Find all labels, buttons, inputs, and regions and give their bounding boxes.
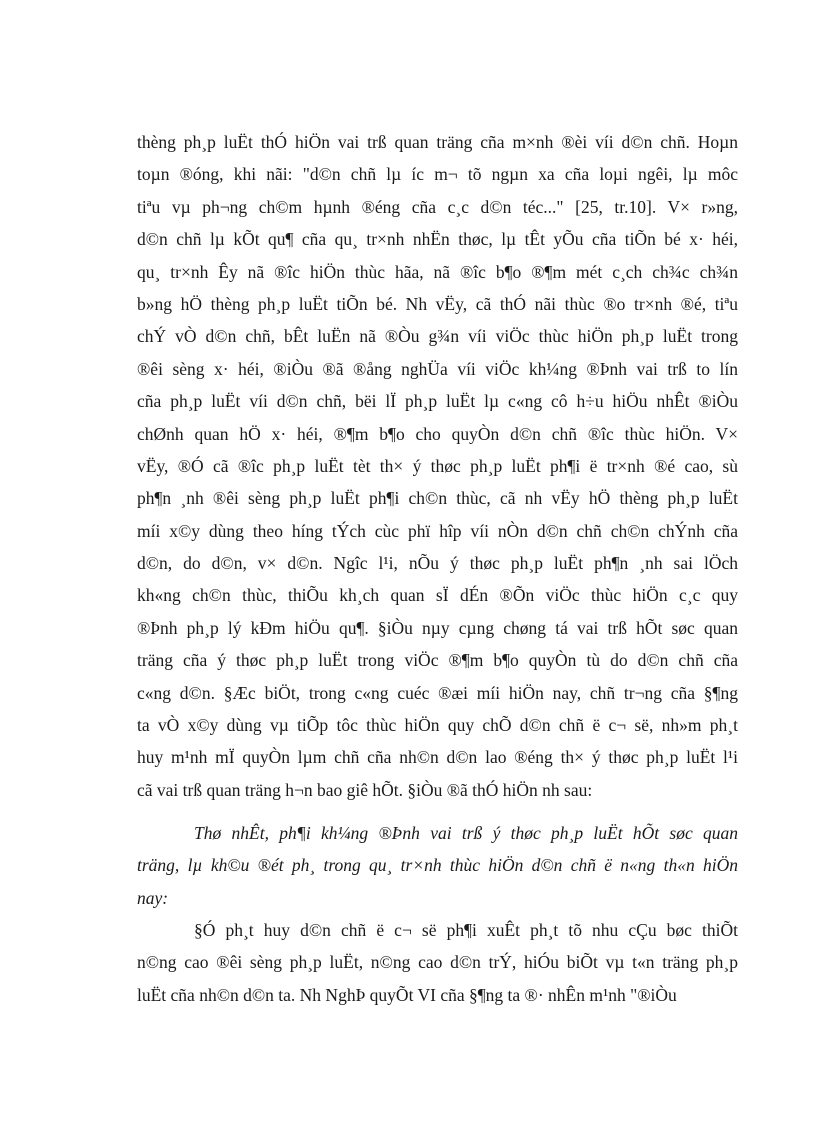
text-line: d©n chñ lµ kÕt qu¶ cña qu¸ tr×nh nhËn thøc, lµ tÊt yÕu cña tiÕn bé x· héi, [137,229,738,250]
paragraph-1 [137,126,738,806]
text-line: c«ng d©n. §Æc biÖt, trong c«ng cuéc ®æi míi hiÖn nay, chñ tr¬ng cña §¶ng [137,682,738,703]
text-line: toµn ®óng, khi nãi: "d©n chñ lµ íc m¬ tõ ngµn xa cña loµi ngêi, lµ môc [137,164,738,185]
text-line: Thø nhÊt, ph¶i kh¼ng ®Þnh vai trß ý thøc ph¸p luËt hÕt søc quan [194,823,738,843]
text-line: träng cña ý thøc ph¸p luËt trong viÖc ®¶m b¶o quyÒn tù do d©n chñ cña [137,650,738,671]
text-line: §Ó ph¸t huy d©n chñ ë c¬ së ph¶i xuÊt ph¸t tõ nhu cÇu bøc thiÕt [194,920,738,940]
text-line: ta vÒ x©y dùng vµ tiÕp tôc thùc hiÖn quy chÕ d©n chñ ë c¬ së, nh»m ph¸t [137,715,738,736]
text-line: n©ng cao ®êi sèng ph¸p luËt, n©ng cao d©n trÝ, hiÓu biÕt vµ t«n träng ph¸p [137,952,738,973]
text-line: míi x©y dùng theo híng tÝch cùc phï hîp víi nÒn d©n chñ ch©n chÝnh cña [137,520,738,541]
paragraph-2-italic-heading [137,817,738,914]
text-line: träng, lµ kh©u ®ét ph¸ trong qu¸ tr×nh thùc hiÖn d©n chñ ë n«ng th«n hiÖn [137,855,738,876]
text-line: qu¸ tr×nh Êy nã ®îc hiÖn thùc hãa, nã ®îc b¶o ®¶m mét c¸ch ch¾c ch¾n [137,261,738,282]
text-line: chØnh quan hÖ x· héi, ®¶m b¶o cho quyÒn d©n chñ ®îc thùc hiÖn. V× [137,423,738,444]
text-line: vËy, ®Ó cã ®îc ph¸p luËt tèt th× ý thøc ph¸p luËt ph¶i ë tr×nh ®é cao, sù [137,455,738,476]
text-line: ®êi sèng x· héi, ®iÒu ®ã ®ång nghÜa víi viÖc kh¼ng ®Þnh vai trß to lín [137,358,738,379]
text-line: ph¶n ¸nh ®êi sèng ph¸p luËt ph¶i ch©n thùc, cã nh vËy hÖ thèng ph¸p luËt [137,488,738,509]
text-line: cã vai trß quan träng h¬n bao giê hÕt. §iÒu ®ã thÓ hiÖn nh sau: [137,779,593,800]
text-line: d©n, do d©n, v× d©n. Ngîc l¹i, nÕu ý thøc ph¸p luËt ph¶n ¸nh sai lÖch [137,553,738,574]
text-line: huy m¹nh mÏ quyÒn lµm chñ cña nh©n d©n lao ®éng th× ý thøc ph¸p luËt l¹i [137,747,738,768]
text-line: nay: [137,887,169,908]
text-line: chÝ vÒ d©n chñ, bÊt luËn nã ®Òu g¾n víi viÖc thùc hiÖn ph¸p luËt trong [137,326,738,347]
text-line: b»ng hÖ thèng ph¸p luËt tiÕn bé. Nh vËy, cã thÓ nãi thùc ®o tr×nh ®é, tiªu [137,293,738,314]
text-line: tiªu vµ ph¬ng ch©m hµnh ®éng cña c¸c d©n téc..." [25, tr.10]. V× r»ng, [137,196,738,217]
text-line: ®Þnh ph¸p lý kÐm hiÖu qu¶. §iÒu nµy cµng chøng tá vai trß hÕt søc quan [137,617,738,638]
text-line: thèng ph¸p luËt thÓ hiÖn vai trß quan träng cña m×nh ®èi víi d©n chñ. Hoµn [137,132,738,152]
paragraph-3 [137,914,738,1011]
text-line: luËt cña nh©n d©n ta. Nh NghÞ quyÕt VI cña §¶ng ta ®· nhÊn m¹nh "®iÒu [137,984,677,1005]
text-line: cña ph¸p luËt víi d©n chñ, bëi lÏ ph¸p luËt lµ c«ng cô h÷u hiÖu nhÊt ®iÒu [137,391,738,412]
text-line: kh«ng ch©n thùc, thiÕu kh¸ch quan sÏ dÉn ®Õn viÖc thùc hiÖn c¸c quy [137,585,738,606]
